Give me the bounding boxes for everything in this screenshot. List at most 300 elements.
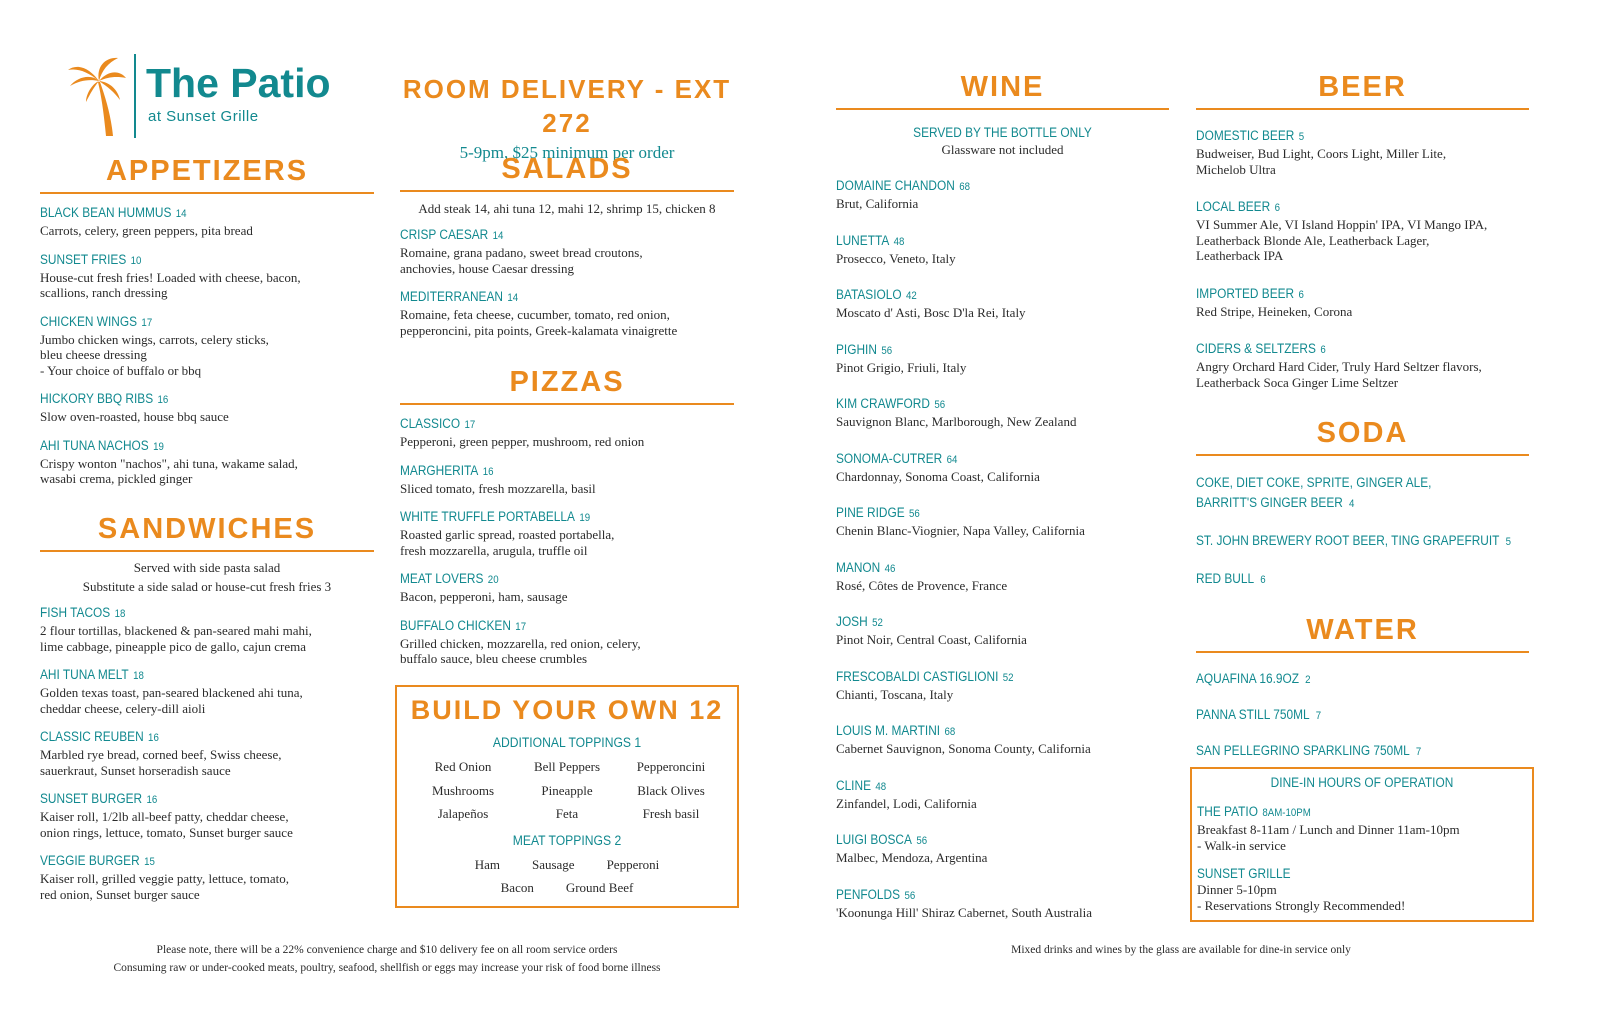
topping-item: Pineapple [541,782,593,798]
item-name: PINE RIDGE [836,505,905,520]
logo [66,54,336,138]
description-line: onion rings, lettuce, tomato, Sunset burger sauce [40,824,293,840]
appetizers-list [40,204,374,487]
item-name: SONOMA-CUTRER [836,450,943,466]
item-description [1196,304,1529,320]
item-description [40,270,374,301]
item-price: 16 [482,465,494,478]
item-description [836,905,1169,921]
item-price: 15 [144,856,155,868]
appetizer-item [40,251,374,301]
water-name: PANNA STILL 750ML [1196,707,1310,722]
item-name: DOMAINE CHANDON [836,178,955,193]
item-header [836,504,1129,523]
description-line: anchovies, house Caesar dressing [400,260,575,276]
description-line: cheddar cheese, celery-dill aioli [40,700,206,716]
sandwich-item [40,852,374,902]
description-line: Pinot Grigio, Friuli, Italy [836,359,967,375]
beer-item [1196,285,1529,320]
water-price: 7 [1415,746,1422,758]
meat-topping-item: Pepperoni [606,856,660,872]
description-line: Chianti, Toscana, Italy [836,686,954,702]
item-name: BATASIOLO [836,287,902,302]
wine-item [836,177,1169,212]
item-description [400,527,734,558]
item-header [836,777,1129,796]
item-price: 19 [579,512,591,524]
soda-list [1196,473,1529,590]
item-price: 16 [157,394,169,406]
item-header [1196,285,1489,304]
grille-name: SUNSET GRILLE [1197,866,1291,881]
item-name: SUNSET BURGER [40,791,143,806]
item-header [400,617,694,636]
item-price: 19 [153,440,164,453]
sandwich-item [40,666,374,716]
item-description [40,456,374,487]
item-name: SUNSET FRIES [40,251,127,267]
item-name: BUFFALO CHICKEN [400,617,511,633]
item-name: PENFOLDS [836,886,901,902]
item-header [836,450,1129,469]
item-header [40,852,334,871]
wine-list [836,177,1169,920]
topping-item: Bell Peppers [533,759,601,774]
soda-item [1196,473,1529,514]
wine-item [836,504,1169,539]
item-price: 52 [1002,671,1014,684]
item-name: MARGHERITA [400,462,479,478]
item-description [40,223,374,239]
item-name: HICKORY BBQ RIBS [40,391,154,406]
item-name: MEAT LOVERS [400,571,484,586]
description-line: fresh mozzarella, arugula, truffle oil [400,542,588,558]
item-header [40,313,334,332]
description-line: Kaiser roll, grilled veggie patty, lettuce, tomato, [40,871,289,886]
description-line: Romaine, feta cheese, cucumber, tomato, red onion, [400,307,670,322]
water-item [1196,742,1529,761]
description-line: sauerkraut, Sunset horseradish sauce [40,762,231,778]
description-line: lime cabbage, pineapple pico de gallo, cajun crema [40,638,307,654]
description-line: Angry Orchard Hard Cider, Truly Hard Seltzer flavors, [1196,359,1482,374]
description-line: 'Koonunga Hill' Shiraz Cabernet, South Australia [836,904,1092,920]
brand-tagline: at Sunset Grille [148,108,259,125]
item-header [40,728,334,747]
item-name: BLACK BEAN HUMMUS [40,205,172,220]
description-line: Budweiser, Bud Light, Coors Light, Miller Lite, [1196,146,1447,161]
description-line: 2 flour tortillas, blackened & pan-seared mahi mahi, [40,623,312,638]
soda-item [1196,531,1529,552]
delivery-title: ROOM DELIVERY - EXT 272 [402,74,732,138]
water-item [1196,706,1529,725]
item-price: 56 [904,889,916,902]
item-name: PIGHIN [836,341,877,357]
soda-price: 5 [1505,536,1511,548]
item-price: 6 [1298,288,1304,301]
item-description [836,305,1169,321]
soda-name: COKE, DIET COKE, SPRITE, GINGER ALE, [1196,475,1432,490]
item-header [836,286,1129,305]
footer-left-line: Consuming raw or under-cooked meats, poultry, seafood, shellfish or eggs may increase your risk of food borne illness [113,962,661,974]
item-header [836,341,1129,360]
description-line: Chenin Blanc-Viognier, Napa Valley, California [836,523,1085,538]
sandwich-item [40,728,374,778]
soda-line [1196,493,1489,514]
salads-rule [400,190,734,192]
item-name: MEDITERRANEAN [400,289,503,304]
description-line: Cabernet Sauvignon, Sonoma County, California [836,741,1091,756]
item-price: 16 [148,732,159,744]
item-header [836,613,1129,632]
water-header [1196,706,1489,725]
sandwiches-note: Substitute a side salad or house-cut fresh fries 3 [82,579,332,594]
item-price: 14 [175,208,187,220]
wine-item [836,886,1169,921]
description-line: Red Stripe, Heineken, Corona [1196,303,1353,319]
appetizer-item [40,313,374,379]
wine-note-title: SERVED BY THE BOTTLE ONLY [913,125,1092,140]
patio-hours: 8AM-10PM [1262,807,1311,819]
item-price: 56 [881,344,893,357]
item-header [400,462,694,481]
item-description [400,589,734,605]
grille-desc-line: Dinner 5-10pm [1197,882,1277,897]
patio-desc-line: Breakfast 8-11am / Lunch and Dinner 11am-10pm [1197,822,1460,837]
item-description [40,747,374,778]
water-name: SAN PELLEGRINO SPARKLING 750ML [1196,743,1410,758]
footer-left [40,941,734,977]
wine-title: WINE [960,71,1045,103]
water-list [1196,670,1529,761]
item-description [40,409,374,425]
sandwiches-note: Served with side pasta salad [133,560,281,575]
item-name: CLASSICO [400,416,461,431]
item-description [1196,217,1529,264]
topping-item: Pepperoncini [636,759,706,774]
description-line: red onion, Sunset burger sauce [40,886,200,902]
item-price: 64 [946,453,958,466]
item-description [400,245,734,276]
hours-box [1190,767,1534,922]
salad-item [400,226,734,276]
hours-patio [1197,803,1527,853]
topping-item: Fresh basil [642,806,700,821]
description-line: - Your choice of buffalo or bbq [40,362,202,378]
item-description [836,850,1169,866]
soda-line [1196,569,1489,590]
item-description [836,578,1169,594]
topping-item: Jalapeños [437,806,489,821]
soda-name: BARRITT'S GINGER BEER [1196,495,1343,510]
pizza-item [400,415,734,450]
item-price: 6 [1320,344,1326,356]
item-name: CRISP CAESAR [400,227,489,242]
item-name: LUNETTA [836,232,890,248]
item-name: DOMESTIC BEER [1196,128,1295,143]
grille-desc [1197,882,1527,913]
description-line: pepperoncini, pita points, Greek-kalamata vinaigrette [400,322,678,338]
item-description [40,809,374,840]
soda-item [1196,569,1529,590]
item-header [836,395,1129,414]
soda-price: 4 [1348,498,1355,510]
item-name: KIM CRAWFORD [836,396,930,411]
item-header [400,508,694,527]
wine-item [836,831,1169,866]
description-line: Romaine, grana padano, sweet bread croutons, [400,245,643,260]
description-line: Leatherback IPA [1196,248,1284,263]
appetizer-item [40,390,374,425]
item-description [836,741,1169,757]
description-line: Carrots, celery, green peppers, pita bread [40,223,253,238]
item-name: CIDERS & SELTZERS [1196,341,1316,356]
item-description [836,469,1169,485]
pizza-item [400,508,734,558]
item-description [836,523,1169,539]
item-description [836,251,1169,267]
item-header [836,668,1129,687]
item-name: LOCAL BEER [1196,199,1271,214]
item-header [1196,198,1489,217]
meat-toppings-title: MEAT TOPPINGS 2 [512,832,622,848]
salads-note: Add steak 14, ahi tuna 12, mahi 12, shrimp 15, chicken 8 [418,201,716,216]
description-line: Roasted garlic spread, roasted portabella, [400,527,615,542]
item-description [40,871,374,902]
description-line: Leatherback Soca Ginger Lime Seltzer [1196,374,1399,390]
soda-rule [1196,454,1529,456]
item-description [400,307,734,338]
item-description [400,636,734,667]
item-description [836,687,1169,703]
water-item [1196,670,1529,689]
item-description [40,332,374,379]
soda-title: SODA [1316,417,1409,449]
water-name: AQUAFINA 16.9OZ [1196,671,1300,686]
soda-name: ST. JOHN BREWERY ROOT BEER, TING GRAPEFRUIT [1196,533,1500,548]
item-header [400,226,694,245]
item-price: 14 [507,292,519,304]
description-line: Brut, California [836,196,919,211]
item-header [40,666,334,685]
item-price: 18 [114,608,126,620]
wine-rule [836,108,1169,110]
soda-price: 6 [1260,574,1266,586]
sandwich-item [40,604,374,654]
soda-line [1196,531,1511,552]
patio-name: THE PATIO [1197,804,1258,819]
sandwich-item [40,790,374,840]
delivery-subtitle: 5-9pm, $25 minimum per order [459,143,675,162]
wine-item [836,341,1169,376]
item-header [40,437,334,456]
appetizer-item [40,437,374,487]
description-line: Golden texas toast, pan-seared blackened ahi tuna, [40,685,303,700]
pizza-item [400,462,734,497]
item-header [836,232,1129,251]
pizza-item [400,617,734,667]
pizzas-title: PIZZAS [509,366,625,398]
water-header [1196,670,1489,689]
description-line: Moscato d' Asti, Bosc D'la Rei, Italy [836,305,1026,320]
description-line: Sliced tomato, fresh mozzarella, basil [400,480,596,496]
beer-rule [1196,108,1529,110]
wine-item [836,668,1169,703]
item-price: 14 [492,230,504,242]
item-price: 52 [872,617,883,629]
item-header [40,390,334,409]
item-price: 16 [146,794,158,806]
wine-item [836,722,1169,757]
hours-grille [1197,865,1527,913]
wine-note: Glassware not included [941,142,1064,157]
item-name: LUIGI BOSCA [836,832,912,847]
item-name: AHI TUNA NACHOS [40,437,149,453]
description-line: House-cut fresh fries! Loaded with cheese, bacon, [40,269,301,285]
beer-list [1196,127,1529,390]
toppings-title: ADDITIONAL TOPPINGS 1 [492,735,642,750]
item-price: 20 [487,574,499,586]
wine-item [836,777,1169,812]
water-rule [1196,651,1529,653]
beer-item [1196,340,1529,390]
wine-item [836,232,1169,267]
description-line: Jumbo chicken wings, carrots, celery sticks, [40,331,269,347]
item-header [836,886,1129,905]
item-name: IMPORTED BEER [1196,285,1295,301]
topping-item: Mushrooms [431,782,495,798]
item-name: MANON [836,559,881,575]
item-description [1196,359,1529,390]
item-name: AHI TUNA MELT [40,667,129,682]
item-header [836,559,1129,578]
item-price: 46 [884,562,896,575]
item-price: 48 [875,780,887,793]
item-name: VEGGIE BURGER [40,853,140,868]
wine-item [836,559,1169,594]
build-title: BUILD YOUR OWN 12 [410,695,724,725]
item-description [836,796,1169,812]
description-line: Grilled chicken, mozzarella, red onion, celery, [400,635,641,651]
sandwiches-list [40,604,374,902]
palm-tree-icon [66,54,126,138]
item-name: JOSH [836,614,868,629]
item-header [40,251,334,270]
item-header [400,570,694,589]
description-line: Sauvignon Blanc, Marlborough, New Zealand [836,414,1077,429]
description-line: Chardonnay, Sonoma Coast, California [836,468,1040,484]
item-description [836,632,1169,648]
item-description [836,414,1169,430]
item-price: 56 [916,835,928,847]
logo-divider [134,54,136,138]
meat-topping-item: Bacon [500,880,534,895]
description-line: Prosecco, Veneto, Italy [836,250,956,266]
footer-left-line: Please note, there will be a 22% convenience charge and $10 delivery fee on all room service orders [156,944,618,956]
appetizers-title: APPETIZERS [105,155,309,187]
patio-desc [1197,822,1527,853]
soda-name: RED BULL [1196,571,1255,586]
item-header [400,415,694,434]
item-price: 56 [909,508,920,520]
description-line: Michelob Ultra [1196,161,1276,177]
item-name: CLINE [836,777,871,793]
description-line: Crispy wonton "nachos", ahi tuna, wakame salad, [40,455,298,471]
item-price: 17 [464,419,476,431]
item-header [40,204,334,223]
water-title: WATER [1306,614,1419,646]
item-header [1196,127,1489,146]
description-line: wasabi crema, pickled ginger [40,471,193,486]
beer-item [1196,127,1529,177]
item-header [40,790,334,809]
wine-item [836,286,1169,321]
item-price: 17 [515,620,527,633]
topping-item: Black Olives [637,782,705,798]
item-description [400,481,734,497]
description-line: Malbec, Mendoza, Argentina [836,850,988,865]
salads-title: SALADS [501,153,633,185]
item-name: CHICKEN WINGS [40,313,138,329]
item-name: LOUIS M. MARTINI [836,723,941,738]
item-price: 56 [934,399,946,411]
item-header [40,604,334,623]
footer-right: Mixed drinks and wines by the glass are available for dine-in service only [1011,944,1351,956]
sandwiches-notes [40,558,374,596]
item-price: 42 [905,290,917,302]
appetizers-rule [40,192,374,194]
item-price: 10 [130,254,142,267]
item-price: 5 [1298,131,1305,143]
description-line: Kaiser roll, 1/2lb all-beef patty, cheddar cheese, [40,809,289,824]
pizzas-rule [400,403,734,405]
item-header [836,722,1129,741]
item-price: 68 [944,726,956,738]
meat-topping-item: Ham [474,856,500,872]
item-price: 68 [959,181,970,193]
topping-item: Red Onion [434,759,492,774]
description-line: Bacon, pepperoni, ham, sausage [400,589,568,604]
soda-line [1196,473,1489,493]
item-header [836,831,1129,850]
water-price: 7 [1315,710,1322,722]
item-name: WHITE TRUFFLE PORTABELLA [400,509,575,524]
meat-row-2 [397,876,737,900]
item-header [400,288,694,307]
item-header [836,177,1129,196]
item-description [40,623,374,654]
sandwiches-title: SANDWICHES [97,513,317,545]
build-your-own-box [395,685,739,908]
pizzas-list [400,415,734,667]
salad-item [400,288,734,338]
item-price: 18 [133,670,144,682]
description-line: Pepperoni, green pepper, mushroom, red onion [400,434,645,449]
grille-desc-line: - Reservations Strongly Recommended! [1197,897,1406,913]
description-line: Pinot Noir, Central Coast, California [836,632,1027,647]
topping-item: Feta [555,806,579,821]
water-header [1196,742,1489,761]
item-price: 17 [141,316,153,329]
beer-item [1196,198,1529,264]
item-name: CLASSIC REUBEN [40,729,144,744]
wine-item [836,395,1169,430]
pizza-item [400,570,734,605]
description-line: Zinfandel, Lodi, California [836,795,977,811]
patio-desc-line: - Walk-in service [1197,837,1286,853]
item-price: 6 [1274,202,1280,214]
item-description [400,434,734,450]
meat-topping-item: Ground Beef [565,880,634,895]
